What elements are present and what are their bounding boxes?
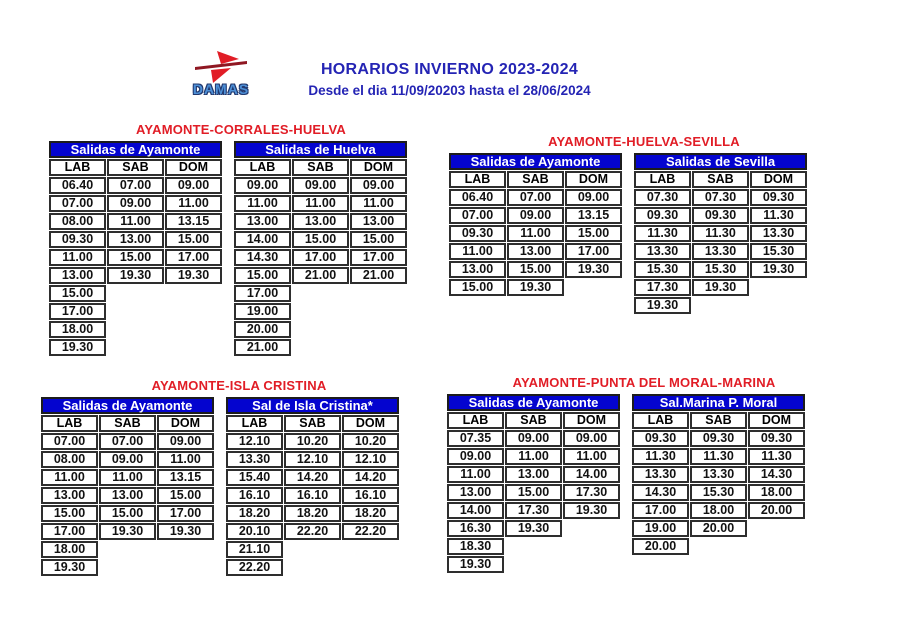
time-cell: 13.30 bbox=[226, 451, 283, 468]
time-cell: 14.00 bbox=[563, 466, 620, 483]
timetable-sevilla-salidas-ayamonte bbox=[448, 152, 623, 297]
time-cell: 09.30 bbox=[634, 207, 691, 224]
time-cell: 15.00 bbox=[234, 267, 291, 284]
time-cell: 15.00 bbox=[350, 231, 407, 248]
time-cell: 21.00 bbox=[234, 339, 291, 356]
time-row bbox=[234, 285, 407, 302]
time-cell: 13.30 bbox=[634, 243, 691, 260]
time-row bbox=[226, 451, 399, 468]
day-header-row bbox=[447, 412, 620, 429]
time-cell: 19.30 bbox=[565, 261, 622, 278]
time-cell: 11.30 bbox=[748, 448, 805, 465]
time-cell: 19.30 bbox=[692, 279, 749, 296]
timetable-moral-salidas-ayamonte bbox=[446, 393, 621, 574]
time-cell: 15.40 bbox=[226, 469, 283, 486]
time-row bbox=[632, 520, 805, 537]
tables-row bbox=[446, 393, 842, 574]
time-cell: 13.15 bbox=[157, 469, 214, 486]
time-row bbox=[632, 502, 805, 519]
time-cell: 20.00 bbox=[690, 520, 747, 537]
time-row bbox=[41, 487, 214, 504]
time-cell: 17.30 bbox=[505, 502, 562, 519]
time-cell: 13.00 bbox=[350, 213, 407, 230]
time-cell: 09.30 bbox=[690, 430, 747, 447]
time-row bbox=[447, 466, 620, 483]
time-cell: 19.30 bbox=[41, 559, 98, 576]
day-header-cell: SAB bbox=[692, 171, 749, 188]
timetable-isla-salidas-isla-cristina bbox=[225, 396, 400, 577]
time-cell: 09.30 bbox=[750, 189, 807, 206]
time-cell: 12.10 bbox=[342, 451, 399, 468]
time-cell: 14.00 bbox=[234, 231, 291, 248]
time-cell: 13.00 bbox=[449, 261, 506, 278]
day-header-cell: LAB bbox=[449, 171, 506, 188]
day-header-cell: SAB bbox=[505, 412, 562, 429]
time-row bbox=[234, 249, 407, 266]
time-row bbox=[226, 469, 399, 486]
time-row bbox=[234, 267, 407, 284]
time-cell: 06.40 bbox=[49, 177, 106, 194]
time-row bbox=[447, 538, 620, 555]
timetable-corrales-salidas-ayamonte bbox=[48, 140, 223, 357]
day-header-cell: LAB bbox=[226, 415, 283, 432]
time-cell: 09.00 bbox=[563, 430, 620, 447]
tables-row bbox=[48, 140, 434, 357]
time-cell: 13.00 bbox=[234, 213, 291, 230]
time-row bbox=[449, 189, 622, 206]
day-header-cell: SAB bbox=[690, 412, 747, 429]
time-row bbox=[449, 207, 622, 224]
time-cell: 13.00 bbox=[447, 484, 504, 501]
day-header-cell: SAB bbox=[507, 171, 564, 188]
time-cell: 14.30 bbox=[234, 249, 291, 266]
time-cell: 11.00 bbox=[41, 469, 98, 486]
time-row bbox=[634, 207, 807, 224]
day-header-cell: DOM bbox=[157, 415, 214, 432]
time-cell: 10.20 bbox=[284, 433, 341, 450]
time-row bbox=[632, 466, 805, 483]
route-title: AYAMONTE-HUELVA-SEVILLA bbox=[548, 134, 740, 149]
time-row bbox=[234, 303, 407, 320]
time-cell: 14.00 bbox=[447, 502, 504, 519]
time-cell: 20.10 bbox=[226, 523, 283, 540]
time-row bbox=[226, 505, 399, 522]
day-header-cell: LAB bbox=[49, 159, 106, 176]
time-cell: 11.00 bbox=[563, 448, 620, 465]
table-caption: Salidas de Sevilla bbox=[634, 153, 807, 170]
time-cell: 19.30 bbox=[107, 267, 164, 284]
time-row bbox=[49, 339, 222, 356]
time-cell: 09.00 bbox=[447, 448, 504, 465]
time-cell: 11.00 bbox=[49, 249, 106, 266]
time-cell: 15.00 bbox=[292, 231, 349, 248]
time-cell: 20.00 bbox=[234, 321, 291, 338]
time-cell: 16.30 bbox=[447, 520, 504, 537]
time-cell: 15.30 bbox=[634, 261, 691, 278]
time-cell: 07.00 bbox=[41, 433, 98, 450]
time-cell: 07.00 bbox=[507, 189, 564, 206]
time-cell: 17.30 bbox=[634, 279, 691, 296]
day-header-cell: SAB bbox=[292, 159, 349, 176]
table-caption: Salidas de Ayamonte bbox=[449, 153, 622, 170]
time-cell: 15.30 bbox=[692, 261, 749, 278]
time-row bbox=[634, 279, 807, 296]
header bbox=[0, 61, 899, 98]
table-caption: Sal.Marina P. Moral bbox=[632, 394, 805, 411]
day-header-row bbox=[49, 159, 222, 176]
time-cell: 11.00 bbox=[234, 195, 291, 212]
time-cell: 19.30 bbox=[165, 267, 222, 284]
caption-row bbox=[632, 394, 805, 411]
time-cell: 19.30 bbox=[505, 520, 562, 537]
time-row bbox=[41, 451, 214, 468]
timetable-sevilla-salidas-sevilla bbox=[633, 152, 808, 315]
time-row bbox=[41, 541, 214, 558]
time-row bbox=[234, 339, 407, 356]
time-cell: 07.00 bbox=[107, 177, 164, 194]
time-row bbox=[447, 556, 620, 573]
day-header-cell: DOM bbox=[350, 159, 407, 176]
route-title: AYAMONTE-CORRALES-HUELVA bbox=[136, 122, 346, 137]
route-section-ayamonte-punta-del-moral-marina bbox=[446, 375, 842, 574]
time-cell: 18.30 bbox=[447, 538, 504, 555]
time-cell: 17.00 bbox=[41, 523, 98, 540]
time-cell: 11.00 bbox=[449, 243, 506, 260]
day-header-cell: DOM bbox=[748, 412, 805, 429]
time-cell: 09.00 bbox=[292, 177, 349, 194]
table-caption: Salidas de Ayamonte bbox=[447, 394, 620, 411]
day-header-cell: SAB bbox=[99, 415, 156, 432]
time-row bbox=[234, 321, 407, 338]
time-cell: 20.00 bbox=[748, 502, 805, 519]
time-row bbox=[49, 285, 222, 302]
time-cell: 09.30 bbox=[748, 430, 805, 447]
time-cell: 15.00 bbox=[99, 505, 156, 522]
time-cell: 13.15 bbox=[565, 207, 622, 224]
time-cell: 15.00 bbox=[107, 249, 164, 266]
time-cell: 09.00 bbox=[99, 451, 156, 468]
day-header-row bbox=[226, 415, 399, 432]
time-cell: 19.30 bbox=[750, 261, 807, 278]
time-cell: 12.10 bbox=[226, 433, 283, 450]
route-section-ayamonte-isla-cristina bbox=[40, 378, 438, 577]
time-cell: 09.00 bbox=[157, 433, 214, 450]
time-cell: 09.00 bbox=[565, 189, 622, 206]
time-cell: 14.30 bbox=[748, 466, 805, 483]
time-cell: 13.15 bbox=[165, 213, 222, 230]
time-row bbox=[41, 433, 214, 450]
time-row bbox=[49, 231, 222, 248]
time-cell: 15.00 bbox=[49, 285, 106, 302]
day-header-row bbox=[234, 159, 407, 176]
day-header-row bbox=[449, 171, 622, 188]
time-cell: 15.00 bbox=[505, 484, 562, 501]
time-cell: 17.00 bbox=[49, 303, 106, 320]
time-cell: 22.20 bbox=[342, 523, 399, 540]
date-range: Desde el dia 11/09/20203 hasta el 28/06/2024 bbox=[308, 83, 591, 98]
time-row bbox=[447, 520, 620, 537]
time-cell: 11.00 bbox=[165, 195, 222, 212]
time-cell: 09.00 bbox=[350, 177, 407, 194]
time-row bbox=[49, 321, 222, 338]
time-row bbox=[634, 261, 807, 278]
time-cell: 11.30 bbox=[634, 225, 691, 242]
time-row bbox=[41, 505, 214, 522]
time-cell: 09.30 bbox=[49, 231, 106, 248]
time-cell: 13.00 bbox=[507, 243, 564, 260]
time-row bbox=[634, 297, 807, 314]
caption-row bbox=[447, 394, 620, 411]
time-cell: 10.20 bbox=[342, 433, 399, 450]
day-header-cell: DOM bbox=[565, 171, 622, 188]
time-row bbox=[449, 261, 622, 278]
page-title: HORARIOS INVIERNO 2023-2024 bbox=[320, 61, 579, 78]
time-row bbox=[447, 484, 620, 501]
time-cell: 11.00 bbox=[350, 195, 407, 212]
time-row bbox=[634, 225, 807, 242]
time-row bbox=[49, 249, 222, 266]
time-cell: 13.30 bbox=[692, 243, 749, 260]
tables-row bbox=[448, 152, 840, 315]
time-cell: 14.30 bbox=[632, 484, 689, 501]
table-caption: Sal de Isla Cristina* bbox=[226, 397, 399, 414]
time-cell: 09.00 bbox=[165, 177, 222, 194]
time-cell: 09.30 bbox=[632, 430, 689, 447]
time-row bbox=[447, 448, 620, 465]
damas-logo-text: DAMAS bbox=[192, 81, 250, 97]
time-cell: 18.20 bbox=[226, 505, 283, 522]
time-cell: 18.20 bbox=[342, 505, 399, 522]
time-cell: 15.30 bbox=[750, 243, 807, 260]
time-cell: 13.00 bbox=[505, 466, 562, 483]
time-cell: 11.30 bbox=[750, 207, 807, 224]
time-cell: 08.00 bbox=[49, 213, 106, 230]
time-cell: 15.00 bbox=[165, 231, 222, 248]
time-cell: 17.00 bbox=[157, 505, 214, 522]
time-row bbox=[234, 177, 407, 194]
time-row bbox=[226, 433, 399, 450]
time-cell: 13.30 bbox=[690, 466, 747, 483]
time-cell: 15.00 bbox=[565, 225, 622, 242]
time-cell: 07.00 bbox=[449, 207, 506, 224]
time-cell: 13.30 bbox=[632, 466, 689, 483]
time-row bbox=[447, 502, 620, 519]
time-cell: 19.00 bbox=[234, 303, 291, 320]
time-cell: 09.30 bbox=[692, 207, 749, 224]
time-cell: 13.30 bbox=[750, 225, 807, 242]
time-cell: 16.10 bbox=[342, 487, 399, 504]
time-cell: 09.00 bbox=[107, 195, 164, 212]
caption-row bbox=[449, 153, 622, 170]
time-cell: 19.30 bbox=[634, 297, 691, 314]
caption-row bbox=[49, 141, 222, 158]
time-cell: 11.00 bbox=[447, 466, 504, 483]
time-cell: 18.00 bbox=[690, 502, 747, 519]
time-row bbox=[49, 177, 222, 194]
time-cell: 18.20 bbox=[284, 505, 341, 522]
caption-row bbox=[226, 397, 399, 414]
time-cell: 15.00 bbox=[41, 505, 98, 522]
time-cell: 19.30 bbox=[447, 556, 504, 573]
time-cell: 11.00 bbox=[99, 469, 156, 486]
time-row bbox=[632, 448, 805, 465]
route-section-ayamonte-corrales-huelva bbox=[48, 122, 434, 357]
caption-row bbox=[234, 141, 407, 158]
time-cell: 22.20 bbox=[284, 523, 341, 540]
time-row bbox=[634, 243, 807, 260]
time-cell: 07.00 bbox=[49, 195, 106, 212]
table-caption: Salidas de Ayamonte bbox=[41, 397, 214, 414]
time-cell: 19.30 bbox=[99, 523, 156, 540]
day-header-row bbox=[634, 171, 807, 188]
table-caption: Salidas de Huelva bbox=[234, 141, 407, 158]
day-header-cell: LAB bbox=[234, 159, 291, 176]
time-cell: 17.00 bbox=[234, 285, 291, 302]
time-cell: 09.00 bbox=[507, 207, 564, 224]
day-header-cell: DOM bbox=[342, 415, 399, 432]
time-cell: 11.30 bbox=[692, 225, 749, 242]
time-row bbox=[49, 213, 222, 230]
time-row bbox=[449, 225, 622, 242]
time-row bbox=[234, 213, 407, 230]
time-cell: 13.00 bbox=[99, 487, 156, 504]
day-header-cell: DOM bbox=[563, 412, 620, 429]
time-cell: 19.00 bbox=[632, 520, 689, 537]
time-cell: 11.30 bbox=[632, 448, 689, 465]
time-cell: 16.10 bbox=[226, 487, 283, 504]
time-row bbox=[447, 430, 620, 447]
time-cell: 19.30 bbox=[563, 502, 620, 519]
time-row bbox=[226, 559, 399, 576]
time-cell: 17.00 bbox=[165, 249, 222, 266]
route-title: AYAMONTE-PUNTA DEL MORAL-MARINA bbox=[512, 375, 776, 390]
timetable-moral-salidas-marina bbox=[631, 393, 806, 556]
time-cell: 09.00 bbox=[234, 177, 291, 194]
time-row bbox=[49, 303, 222, 320]
time-cell: 07.00 bbox=[99, 433, 156, 450]
time-cell: 15.00 bbox=[449, 279, 506, 296]
time-row bbox=[226, 541, 399, 558]
time-row bbox=[632, 430, 805, 447]
time-row bbox=[234, 231, 407, 248]
caption-row bbox=[41, 397, 214, 414]
day-header-cell: SAB bbox=[107, 159, 164, 176]
time-cell: 11.00 bbox=[157, 451, 214, 468]
time-cell: 18.00 bbox=[49, 321, 106, 338]
day-header-cell: SAB bbox=[284, 415, 341, 432]
time-row bbox=[49, 195, 222, 212]
time-cell: 17.00 bbox=[565, 243, 622, 260]
time-cell: 17.30 bbox=[563, 484, 620, 501]
timetable-isla-salidas-ayamonte bbox=[40, 396, 215, 577]
day-header-cell: DOM bbox=[750, 171, 807, 188]
time-cell: 22.20 bbox=[226, 559, 283, 576]
day-header-row bbox=[632, 412, 805, 429]
time-row bbox=[449, 243, 622, 260]
route-title: AYAMONTE-ISLA CRISTINA bbox=[151, 378, 327, 393]
day-header-cell: LAB bbox=[632, 412, 689, 429]
time-cell: 11.30 bbox=[690, 448, 747, 465]
time-cell: 17.00 bbox=[292, 249, 349, 266]
table-caption: Salidas de Ayamonte bbox=[49, 141, 222, 158]
time-row bbox=[449, 279, 622, 296]
time-cell: 21.10 bbox=[226, 541, 283, 558]
time-row bbox=[41, 469, 214, 486]
time-cell: 11.00 bbox=[292, 195, 349, 212]
day-header-cell: LAB bbox=[634, 171, 691, 188]
time-cell: 15.00 bbox=[157, 487, 214, 504]
route-section-ayamonte-huelva-sevilla bbox=[448, 134, 840, 315]
time-cell: 13.00 bbox=[107, 231, 164, 248]
time-cell: 15.00 bbox=[507, 261, 564, 278]
time-cell: 21.00 bbox=[350, 267, 407, 284]
time-cell: 06.40 bbox=[449, 189, 506, 206]
time-cell: 16.10 bbox=[284, 487, 341, 504]
day-header-cell: DOM bbox=[165, 159, 222, 176]
time-row bbox=[226, 487, 399, 504]
time-cell: 19.30 bbox=[157, 523, 214, 540]
time-cell: 17.00 bbox=[350, 249, 407, 266]
time-cell: 07.30 bbox=[692, 189, 749, 206]
day-header-cell: LAB bbox=[447, 412, 504, 429]
time-row bbox=[632, 484, 805, 501]
time-cell: 11.00 bbox=[505, 448, 562, 465]
time-cell: 13.00 bbox=[49, 267, 106, 284]
time-cell: 14.20 bbox=[284, 469, 341, 486]
tables-row bbox=[40, 396, 438, 577]
time-row bbox=[634, 189, 807, 206]
time-cell: 09.30 bbox=[449, 225, 506, 242]
caption-row bbox=[634, 153, 807, 170]
time-cell: 12.10 bbox=[284, 451, 341, 468]
timetable-corrales-salidas-huelva bbox=[233, 140, 408, 357]
time-cell: 07.35 bbox=[447, 430, 504, 447]
time-row bbox=[234, 195, 407, 212]
time-cell: 18.00 bbox=[41, 541, 98, 558]
time-cell: 13.00 bbox=[41, 487, 98, 504]
time-cell: 13.00 bbox=[292, 213, 349, 230]
time-row bbox=[632, 538, 805, 555]
time-cell: 08.00 bbox=[41, 451, 98, 468]
time-cell: 07.30 bbox=[634, 189, 691, 206]
time-cell: 15.30 bbox=[690, 484, 747, 501]
time-cell: 09.00 bbox=[505, 430, 562, 447]
time-cell: 20.00 bbox=[632, 538, 689, 555]
time-row bbox=[41, 559, 214, 576]
day-header-row bbox=[41, 415, 214, 432]
day-header-cell: LAB bbox=[41, 415, 98, 432]
time-cell: 11.00 bbox=[507, 225, 564, 242]
time-cell: 19.30 bbox=[507, 279, 564, 296]
time-cell: 21.00 bbox=[292, 267, 349, 284]
time-cell: 17.00 bbox=[632, 502, 689, 519]
time-row bbox=[41, 523, 214, 540]
time-cell: 14.20 bbox=[342, 469, 399, 486]
time-cell: 19.30 bbox=[49, 339, 106, 356]
time-cell: 11.00 bbox=[107, 213, 164, 230]
time-cell: 18.00 bbox=[748, 484, 805, 501]
time-row bbox=[226, 523, 399, 540]
time-row bbox=[49, 267, 222, 284]
